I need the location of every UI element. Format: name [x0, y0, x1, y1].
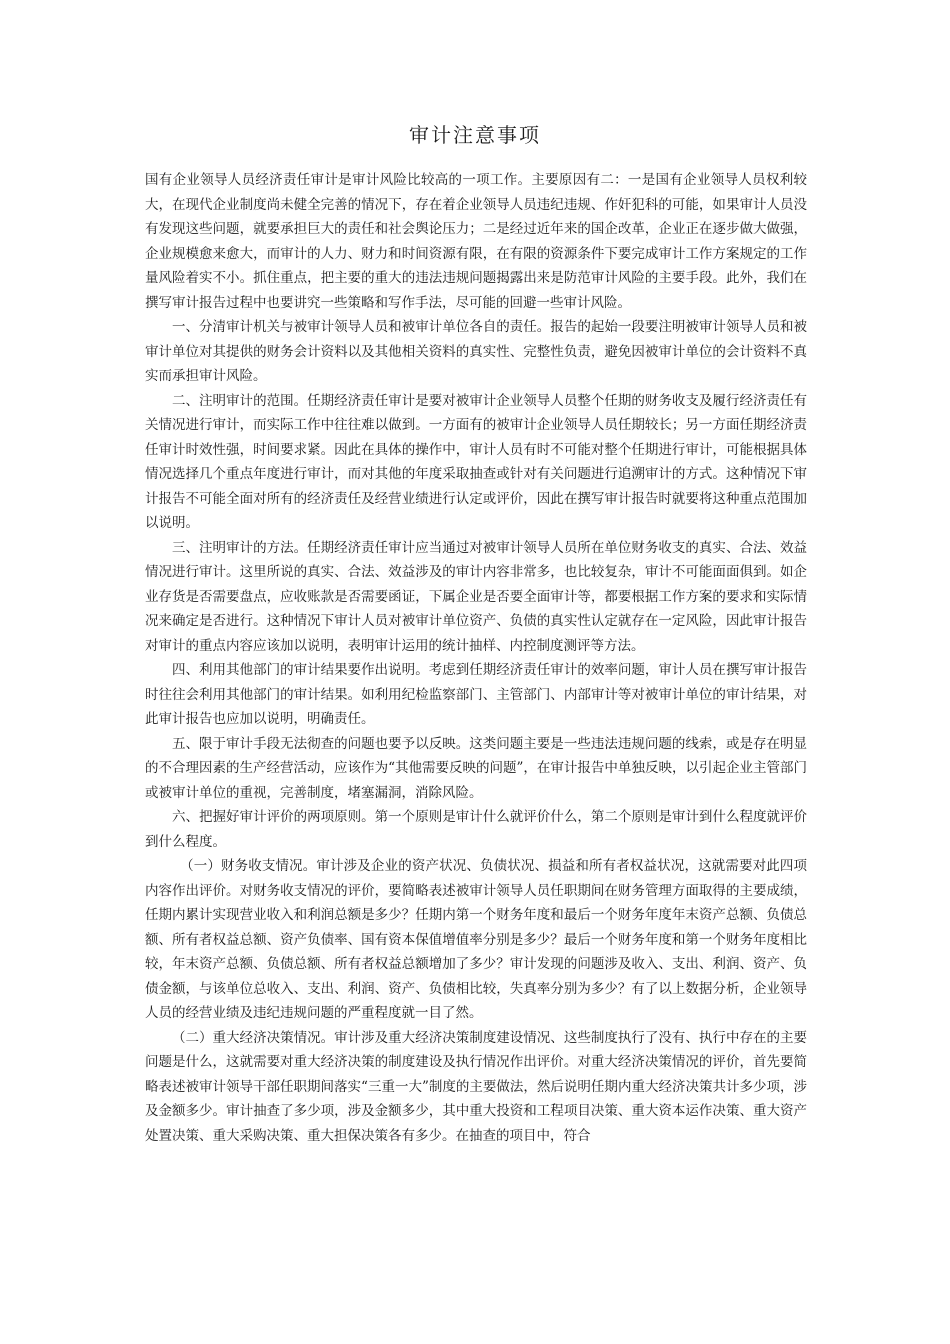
section-2-paragraph: 二、注明审计的范围。任期经济责任审计是要对被审计企业领导人员整个任期的财务收支及履行经济责任有关情况进行审计，而实际工作中往往难以做到。一方面有的被审计企业领导人员任期较长；另一方面任期经济责任审计时效性强，时间要求紧。因此在具体的操作中，审计人员有时不可能对整个任期进行审计，可能根据具体情况选择几个重点年度进行审计，而对其他的年度采取抽查或针对有关问题进行追溯审计的方式。这种情况下审计报告不可能全面对所有的经济责任及经营业绩进行认定或评价，因此在撰写审计报告时就要将这种重点范围加以说明。 [145, 392, 807, 531]
section-5-paragraph: 五、限于审计手段无法彻查的问题也要予以反映。这类问题主要是一些违法违规问题的线索，或是存在明显的不合理因素的生产经营活动，应该作为“其他需要反映的问题”，在审计报告中单独反映，以引起企业主管部门或被审计单位的重视，完善制度，堵塞漏洞，消除风险。 [145, 735, 807, 801]
intro-paragraph: 国有企业领导人员经济责任审计是审计风险比较高的一项工作。主要原因有二：一是国有企业领导人员权利较大，在现代企业制度尚未健全完善的情况下，存在着企业领导人员违纪违规、作奸犯科的可能，如果审计人员没有发现这些问题，就要承担巨大的责任和社会舆论压力；二是经过近年来的国企改革，企业正在逐步做大做强，企业规模愈来愈大，而审计的人力、财力和时间资源有限，在有限的资源条件下要完成审计工作方案规定的工作量风险着实不小。抓住重点，把主要的重大的违法违规问题揭露出来是防范审计风险的主要手段。此外，我们在撰写审计报告过程中也要讲究一些策略和写作手法，尽可能的回避一些审计风险。 [145, 172, 807, 311]
section-3-paragraph: 三、注明审计的方法。任期经济责任审计应当通过对被审计领导人员所在单位财务收支的真实、合法、效益情况进行审计。这里所说的真实、合法、效益涉及的审计内容非常多，也比较复杂，审计不可能面面俱到。如企业存货是否需要盘点，应收账款是否需要函证，下属企业是否要全面审计等，都要根据工作方案的要求和实际情况来确定是否进行。这种情况下审计人员对被审计单位资产、负债的真实性认定就存在一定风险，因此审计报告对审计的重点内容应该加以说明，表明审计运用的统计抽样、内控制度测评等方法。 [145, 539, 807, 654]
document-body [145, 168, 807, 1148]
subsection-1-paragraph: （一）财务收支情况。审计涉及企业的资产状况、负债状况、损益和所有者权益状况，这就需要对此四项内容作出评价。对财务收支情况的评价，要简略表述被审计领导人员任职期间在财务管理方面取得的主要成绩，任期内累计实现营业收入和利润总额是多少？任期内第一个财务年度和最后一个财务年度年末资产总额、负债总额、所有者权益总额、资产负债率、国有资本保值增值率分别是多少？最后一个财务年度和第一个财务年度相比较，年末资产总额、负债总额、所有者权益总额增加了多少？审计发现的问题涉及收入、支出、利润、资产、负债金额，与该单位总收入、支出、利润、资产、负债相比较，失真率分别为多少？有了以上数据分析，企业领导人员的经营业绩及违纪违规问题的严重程度就一目了然。 [145, 858, 807, 1021]
section-6-paragraph: 六、把握好审计评价的两项原则。第一个原则是审计什么就评价什么，第二个原则是审计到什么程度就评价到什么程度。 [145, 809, 807, 850]
document-title: 审计注意事项 [409, 123, 541, 147]
subsection-2-paragraph: （二）重大经济决策情况。审计涉及重大经济决策制度建设情况、这些制度执行了没有、执行中存在的主要问题是什么，这就需要对重大经济决策的制度建设及执行情况作出评价。对重大经济决策情况的评价，首先要简略表述被审计领导干部任职期间落实“三重一大”制度的主要做法，然后说明任期内重大经济决策共计多少项，涉及金额多少。审计抽查了多少项，涉及金额多少，其中重大投资和工程项目决策、重大资本运作决策、重大资产处置决策、重大采购决策、重大担保决策各有多少。在抽查的项目中，符合 [145, 1029, 807, 1144]
section-1-paragraph: 一、分清审计机关与被审计领导人员和被审计单位各自的责任。报告的起始一段要注明被审计领导人员和被审计单位对其提供的财务会计资料以及其他相关资料的真实性、完整性负责，避免因被审计单位的会计资料不真实而承担审计风险。 [145, 319, 807, 384]
section-4-paragraph: 四、利用其他部门的审计结果要作出说明。考虑到任期经济责任审计的效率问题，审计人员在撰写审计报告时往往会利用其他部门的审计结果。如利用纪检监察部门、主管部门、内部审计等对被审计单位的审计结果，对此审计报告也应加以说明，明确责任。 [145, 662, 807, 727]
